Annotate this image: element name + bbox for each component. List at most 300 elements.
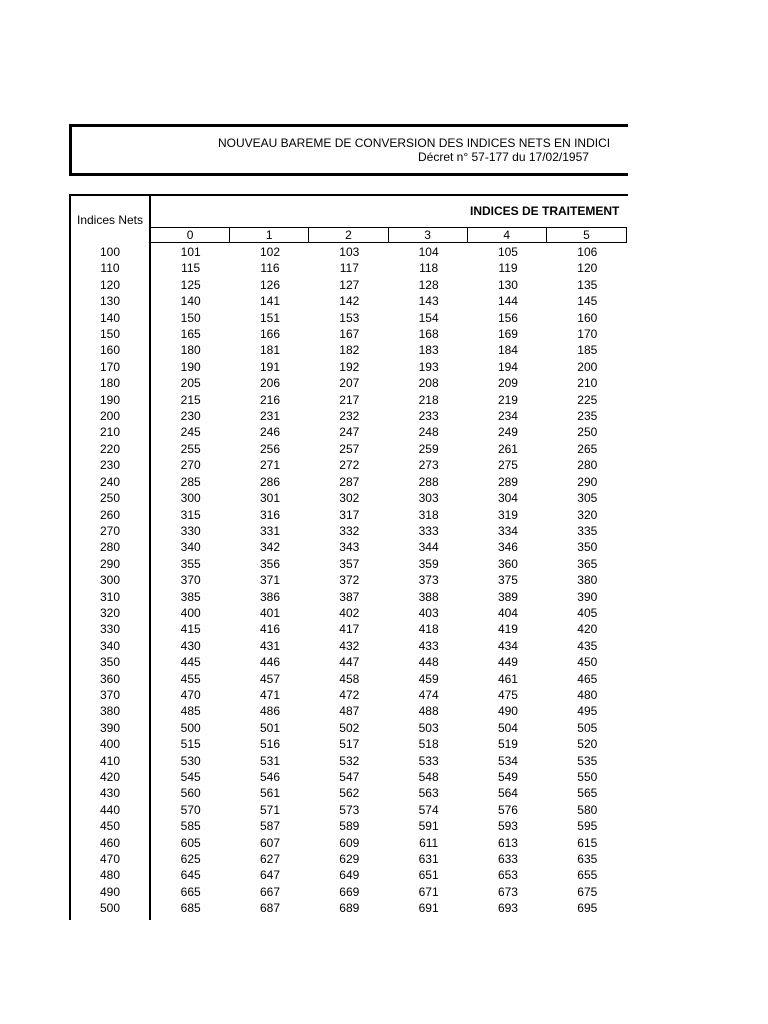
- treatment-index-cell: 502: [339, 720, 360, 735]
- treatment-index-cell: 405: [577, 605, 598, 620]
- table-row: [71, 835, 627, 851]
- net-index-cell: 300: [99, 573, 121, 588]
- treatment-index-cell: 182: [339, 343, 360, 358]
- treatment-index-cell: 563: [418, 786, 439, 801]
- net-index-cell: 480: [99, 868, 121, 883]
- treatment-index-cell: 549: [497, 770, 518, 784]
- treatment-index-cell: 270: [180, 458, 201, 473]
- treatment-index-cell: 302: [339, 491, 360, 506]
- treatment-index-cell: 445: [180, 655, 201, 670]
- treatment-index-cell: 500: [180, 720, 201, 735]
- treatment-index-cell: 145: [577, 294, 598, 309]
- table-body: [71, 244, 627, 917]
- net-index-cell: 400: [99, 737, 121, 752]
- treatment-index-cell: 156: [497, 310, 518, 325]
- treatment-index-cell: 259: [418, 441, 439, 456]
- net-index-cell: 180: [99, 376, 121, 391]
- treatment-index-cell: 571: [259, 802, 280, 817]
- treatment-index-cell: 613: [497, 835, 518, 850]
- table-row: [71, 523, 627, 539]
- treatment-index-cell: 485: [180, 704, 201, 719]
- treatment-index-cell: 430: [180, 638, 201, 653]
- treatment-index-cell: 215: [180, 392, 201, 407]
- table-row: [71, 687, 627, 703]
- table-row: [71, 589, 627, 605]
- treatment-index-cell: 280: [577, 458, 598, 473]
- treatment-index-cell: 534: [497, 753, 518, 768]
- net-index-cell: 210: [99, 425, 121, 440]
- treatment-index-cell: 356: [259, 556, 280, 571]
- treatment-index-cell: 232: [339, 409, 360, 424]
- net-index-cell: 450: [99, 819, 121, 834]
- treatment-index-cell: 689: [339, 901, 360, 916]
- treatment-index-cell: 560: [180, 786, 201, 801]
- treatment-index-cell: 167: [339, 327, 360, 342]
- treatment-index-cell: 449: [497, 655, 518, 670]
- treatment-index-cell: 501: [259, 720, 280, 735]
- table-row: [71, 375, 627, 391]
- treatment-index-cell: 518: [418, 737, 439, 752]
- treatment-index-cell: 318: [418, 507, 439, 522]
- treatment-index-cell: 342: [259, 540, 280, 555]
- treatment-index-cell: 218: [418, 392, 439, 407]
- treatment-index-cell: 580: [577, 802, 598, 817]
- table-top-border: [69, 194, 629, 196]
- treatment-index-cell: 183: [418, 343, 439, 358]
- net-index-cell: 100: [99, 245, 121, 259]
- treatment-index-cell: 417: [339, 622, 360, 637]
- treatment-index-cell: 250: [577, 425, 598, 440]
- net-index-cell: 330: [99, 622, 121, 637]
- treatment-index-cell: 333: [418, 523, 439, 538]
- treatment-index-cell: 495: [577, 704, 598, 719]
- row-header-label: Indices Nets: [76, 213, 144, 227]
- net-index-cell: 320: [99, 605, 121, 620]
- column-header: 2: [309, 228, 388, 242]
- decree-reference: Décret n° 57-177 du 17/02/1957: [418, 150, 589, 164]
- treatment-index-cell: 649: [339, 868, 360, 883]
- treatment-index-cell: 695: [577, 901, 598, 916]
- treatment-index-cell: 334: [497, 523, 518, 538]
- net-index-cell: 340: [99, 638, 121, 653]
- net-index-cell: 250: [99, 491, 121, 506]
- treatment-index-cell: 246: [259, 425, 280, 440]
- treatment-index-cell: 585: [180, 819, 201, 834]
- treatment-index-cell: 385: [180, 589, 201, 604]
- treatment-index-cell: 418: [418, 622, 439, 637]
- treatment-index-cell: 691: [418, 901, 439, 916]
- treatment-index-cell: 265: [577, 441, 598, 456]
- treatment-index-cell: 573: [339, 802, 360, 817]
- treatment-index-cell: 185: [577, 343, 598, 358]
- treatment-index-cell: 170: [577, 327, 598, 342]
- table-row: [71, 753, 627, 769]
- table-row: [71, 310, 627, 326]
- treatment-index-cell: 142: [339, 294, 360, 309]
- table-row: [71, 474, 627, 490]
- net-index-cell: 270: [99, 523, 121, 538]
- treatment-index-cell: 168: [418, 327, 439, 342]
- treatment-index-cell: 471: [259, 687, 280, 702]
- treatment-index-cell: 435: [577, 638, 598, 653]
- treatment-index-cell: 415: [180, 622, 201, 637]
- net-index-cell: 370: [99, 687, 121, 702]
- treatment-index-cell: 116: [260, 261, 280, 276]
- treatment-index-cell: 609: [339, 835, 360, 850]
- table-row: [71, 408, 627, 424]
- net-index-cell: 120: [99, 277, 121, 292]
- net-index-cell: 440: [99, 802, 121, 817]
- treatment-index-cell: 593: [497, 819, 518, 834]
- treatment-index-cell: 180: [180, 343, 201, 358]
- net-index-cell: 260: [99, 507, 121, 522]
- treatment-index-cell: 420: [577, 622, 598, 637]
- table-row: [71, 441, 627, 457]
- table-row: [71, 457, 627, 473]
- treatment-index-cell: 343: [339, 540, 360, 555]
- treatment-index-cell: 611: [419, 835, 439, 850]
- treatment-index-cell: 248: [418, 425, 439, 440]
- treatment-index-cell: 346: [497, 540, 518, 555]
- treatment-index-cell: 207: [339, 376, 360, 391]
- treatment-index-cell: 480: [577, 687, 598, 702]
- treatment-index-cell: 474: [418, 687, 439, 702]
- treatment-index-cell: 350: [577, 540, 598, 555]
- treatment-index-cell: 194: [497, 359, 518, 374]
- treatment-index-cell: 564: [497, 786, 518, 801]
- treatment-index-cell: 673: [497, 884, 518, 899]
- treatment-index-cell: 447: [339, 655, 360, 670]
- treatment-index-cell: 565: [577, 786, 598, 801]
- treatment-index-cell: 290: [577, 474, 598, 489]
- net-index-cell: 110: [100, 261, 120, 276]
- treatment-index-cell: 470: [180, 687, 201, 702]
- treatment-index-cell: 605: [180, 835, 201, 850]
- treatment-index-cell: 130: [497, 277, 518, 292]
- treatment-index-cell: 169: [497, 327, 518, 342]
- treatment-index-cell: 388: [418, 589, 439, 604]
- group-header-label: INDICES DE TRAITEMENT: [470, 204, 620, 218]
- table-row: [71, 539, 627, 555]
- treatment-index-cell: 547: [339, 770, 360, 784]
- table-row: [71, 260, 627, 276]
- net-index-cell: 290: [99, 556, 121, 571]
- treatment-index-cell: 357: [339, 556, 360, 571]
- treatment-index-cell: 365: [577, 556, 598, 571]
- table-row: [71, 671, 627, 687]
- treatment-index-cell: 574: [418, 802, 439, 817]
- treatment-index-cell: 217: [339, 392, 360, 407]
- net-index-cell: 230: [99, 458, 121, 473]
- treatment-index-cell: 271: [259, 458, 280, 473]
- table-row: [71, 507, 627, 523]
- table-row: [71, 884, 627, 900]
- treatment-index-cell: 300: [180, 491, 201, 506]
- treatment-index-cell: 655: [577, 868, 598, 883]
- treatment-index-cell: 645: [180, 868, 201, 883]
- treatment-index-cell: 562: [339, 786, 360, 801]
- treatment-index-cell: 286: [259, 474, 280, 489]
- net-index-cell: 140: [99, 310, 121, 325]
- treatment-index-cell: 340: [180, 540, 201, 555]
- treatment-index-cell: 390: [577, 589, 598, 604]
- treatment-index-cell: 651: [418, 868, 439, 883]
- table-row: [71, 326, 627, 342]
- net-index-cell: 500: [99, 901, 121, 916]
- treatment-index-cell: 247: [339, 425, 360, 440]
- net-index-cell: 380: [99, 704, 121, 719]
- treatment-index-cell: 287: [339, 474, 360, 489]
- treatment-index-cell: 387: [339, 589, 360, 604]
- treatment-index-cell: 550: [577, 770, 598, 784]
- table-row: [71, 654, 627, 670]
- treatment-index-cell: 150: [180, 310, 201, 325]
- table-row: [71, 736, 627, 752]
- net-index-cell: 220: [99, 441, 121, 456]
- net-index-cell: 150: [99, 327, 121, 342]
- treatment-index-cell: 219: [497, 392, 518, 407]
- treatment-index-cell: 591: [418, 819, 439, 834]
- treatment-index-cell: 519: [497, 737, 518, 752]
- treatment-index-cell: 206: [259, 376, 280, 391]
- treatment-index-cell: 225: [577, 392, 598, 407]
- net-index-cell: 280: [99, 540, 121, 555]
- treatment-index-cell: 546: [259, 770, 280, 784]
- treatment-index-cell: 631: [418, 852, 439, 867]
- treatment-index-cell: 404: [497, 605, 518, 620]
- treatment-index-cell: 517: [339, 737, 360, 752]
- table-row: [71, 900, 627, 916]
- treatment-index-cell: 490: [497, 704, 518, 719]
- treatment-index-cell: 261: [497, 441, 518, 456]
- treatment-index-cell: 275: [497, 458, 518, 473]
- treatment-index-cell: 625: [180, 852, 201, 867]
- treatment-index-cell: 486: [259, 704, 280, 719]
- treatment-index-cell: 457: [259, 671, 280, 686]
- treatment-index-cell: 372: [339, 573, 360, 588]
- treatment-index-cell: 487: [339, 704, 360, 719]
- column-header-row: [151, 227, 627, 243]
- table-row: [71, 342, 627, 358]
- treatment-index-cell: 317: [339, 507, 360, 522]
- treatment-index-cell: 615: [577, 835, 598, 850]
- treatment-index-cell: 687: [259, 901, 280, 916]
- treatment-index-cell: 633: [497, 852, 518, 867]
- treatment-index-cell: 105: [497, 245, 518, 259]
- net-index-cell: 160: [99, 343, 121, 358]
- treatment-index-cell: 515: [180, 737, 201, 752]
- table-row: [71, 556, 627, 572]
- treatment-index-cell: 245: [180, 425, 201, 440]
- treatment-index-cell: 135: [577, 277, 598, 292]
- treatment-index-cell: 249: [497, 425, 518, 440]
- table-row: [71, 244, 627, 260]
- treatment-index-cell: 160: [577, 310, 598, 325]
- column-header: 5: [583, 228, 590, 242]
- treatment-index-cell: 140: [180, 294, 201, 309]
- document-title: NOUVEAU BAREME DE CONVERSION DES INDICES NETS EN INDICI: [218, 136, 611, 150]
- treatment-index-cell: 118: [419, 261, 439, 276]
- table-row: [71, 605, 627, 621]
- treatment-index-cell: 344: [418, 540, 439, 555]
- treatment-index-cell: 231: [259, 409, 280, 424]
- treatment-index-cell: 607: [259, 835, 280, 850]
- net-index-cell: 170: [99, 359, 121, 374]
- treatment-index-cell: 667: [259, 884, 280, 899]
- treatment-index-cell: 535: [577, 753, 598, 768]
- column-header: 4: [468, 228, 547, 242]
- treatment-index-cell: 230: [180, 409, 201, 424]
- treatment-index-cell: 576: [497, 802, 518, 817]
- treatment-index-cell: 103: [339, 245, 360, 259]
- table-row: [71, 818, 627, 834]
- treatment-index-cell: 331: [259, 523, 280, 538]
- treatment-index-cell: 371: [259, 573, 280, 588]
- treatment-index-cell: 285: [180, 474, 201, 489]
- treatment-index-cell: 545: [180, 770, 201, 784]
- treatment-index-cell: 256: [259, 441, 280, 456]
- treatment-index-cell: 434: [497, 638, 518, 653]
- treatment-index-cell: 375: [497, 573, 518, 588]
- treatment-index-cell: 450: [577, 655, 598, 670]
- net-index-cell: 200: [99, 409, 121, 424]
- treatment-index-cell: 416: [259, 622, 280, 637]
- treatment-index-cell: 533: [418, 753, 439, 768]
- treatment-index-cell: 301: [259, 491, 280, 506]
- treatment-index-cell: 104: [418, 245, 439, 259]
- table-row: [71, 293, 627, 309]
- table-row: [71, 720, 627, 736]
- treatment-index-cell: 205: [180, 376, 201, 391]
- table-row: [71, 785, 627, 801]
- treatment-index-cell: 102: [259, 245, 280, 259]
- treatment-index-cell: 332: [339, 523, 360, 538]
- net-index-cell: 350: [99, 655, 121, 670]
- treatment-index-cell: 675: [577, 884, 598, 899]
- treatment-index-cell: 693: [497, 901, 518, 916]
- table-row: [71, 359, 627, 375]
- treatment-index-cell: 330: [180, 523, 201, 538]
- treatment-index-cell: 209: [497, 376, 518, 391]
- treatment-index-cell: 125: [180, 277, 201, 292]
- net-index-cell: 420: [99, 770, 121, 784]
- treatment-index-cell: 234: [497, 409, 518, 424]
- treatment-index-cell: 319: [497, 507, 518, 522]
- treatment-index-cell: 669: [339, 884, 360, 899]
- treatment-index-cell: 320: [577, 507, 598, 522]
- title-box: [69, 124, 689, 176]
- treatment-index-cell: 647: [259, 868, 280, 883]
- treatment-index-cell: 587: [259, 819, 280, 834]
- treatment-index-cell: 589: [339, 819, 360, 834]
- treatment-index-cell: 455: [180, 671, 201, 686]
- treatment-index-cell: 503: [418, 720, 439, 735]
- net-index-cell: 360: [99, 671, 121, 686]
- treatment-index-cell: 335: [577, 523, 598, 538]
- treatment-index-cell: 431: [259, 638, 280, 653]
- treatment-index-cell: 273: [418, 458, 439, 473]
- treatment-index-cell: 128: [418, 277, 439, 292]
- treatment-index-cell: 380: [577, 573, 598, 588]
- table-row: [71, 638, 627, 654]
- treatment-index-cell: 115: [181, 261, 201, 276]
- treatment-index-cell: 304: [497, 491, 518, 506]
- treatment-index-cell: 184: [497, 343, 518, 358]
- treatment-index-cell: 120: [577, 261, 598, 276]
- treatment-index-cell: 181: [259, 343, 280, 358]
- treatment-index-cell: 461: [497, 671, 518, 686]
- treatment-index-cell: 210: [577, 376, 598, 391]
- treatment-index-cell: 459: [418, 671, 439, 686]
- treatment-index-cell: 101: [180, 245, 201, 259]
- treatment-index-cell: 117: [339, 261, 359, 276]
- treatment-index-cell: 665: [180, 884, 201, 899]
- treatment-index-cell: 400: [180, 605, 201, 620]
- treatment-index-cell: 106: [577, 245, 598, 259]
- treatment-index-cell: 419: [497, 622, 518, 637]
- table-row: [71, 424, 627, 440]
- net-index-cell: 130: [99, 294, 121, 309]
- treatment-index-cell: 472: [339, 687, 360, 702]
- net-index-cell: 470: [99, 852, 121, 867]
- treatment-index-cell: 153: [339, 310, 360, 325]
- table-row: [71, 769, 627, 785]
- treatment-index-cell: 359: [418, 556, 439, 571]
- treatment-index-cell: 373: [418, 573, 439, 588]
- treatment-index-cell: 305: [577, 491, 598, 506]
- treatment-index-cell: 465: [577, 671, 598, 686]
- treatment-index-cell: 389: [497, 589, 518, 604]
- treatment-index-cell: 403: [418, 605, 439, 620]
- treatment-index-cell: 458: [339, 671, 360, 686]
- treatment-index-cell: 520: [577, 737, 598, 752]
- treatment-index-cell: 272: [339, 458, 360, 473]
- net-index-cell: 390: [99, 720, 121, 735]
- page-crop: [628, 0, 768, 1024]
- treatment-index-cell: 144: [497, 294, 518, 309]
- treatment-index-cell: 289: [497, 474, 518, 489]
- net-index-cell: 240: [99, 474, 121, 489]
- table-row: [71, 392, 627, 408]
- treatment-index-cell: 190: [180, 359, 201, 374]
- treatment-index-cell: 216: [259, 392, 280, 407]
- treatment-index-cell: 402: [339, 605, 360, 620]
- net-index-cell: 430: [99, 786, 121, 801]
- treatment-index-cell: 141: [259, 294, 280, 309]
- table-row: [71, 802, 627, 818]
- treatment-index-cell: 532: [339, 753, 360, 768]
- treatment-index-cell: 370: [180, 573, 201, 588]
- treatment-index-cell: 595: [577, 819, 598, 834]
- treatment-index-cell: 627: [259, 852, 280, 867]
- treatment-index-cell: 516: [259, 737, 280, 752]
- treatment-index-cell: 200: [577, 359, 598, 374]
- treatment-index-cell: 448: [418, 655, 439, 670]
- treatment-index-cell: 235: [577, 409, 598, 424]
- treatment-index-cell: 504: [497, 720, 518, 735]
- treatment-index-cell: 671: [418, 884, 439, 899]
- treatment-index-cell: 165: [180, 327, 201, 342]
- treatment-index-cell: 570: [180, 802, 201, 817]
- treatment-index-cell: 143: [418, 294, 439, 309]
- treatment-index-cell: 255: [180, 441, 201, 456]
- treatment-index-cell: 505: [577, 720, 598, 735]
- column-header: 1: [230, 228, 309, 242]
- table-row: [71, 572, 627, 588]
- table-row: [71, 867, 627, 883]
- treatment-index-cell: 257: [339, 441, 360, 456]
- table-row: [71, 621, 627, 637]
